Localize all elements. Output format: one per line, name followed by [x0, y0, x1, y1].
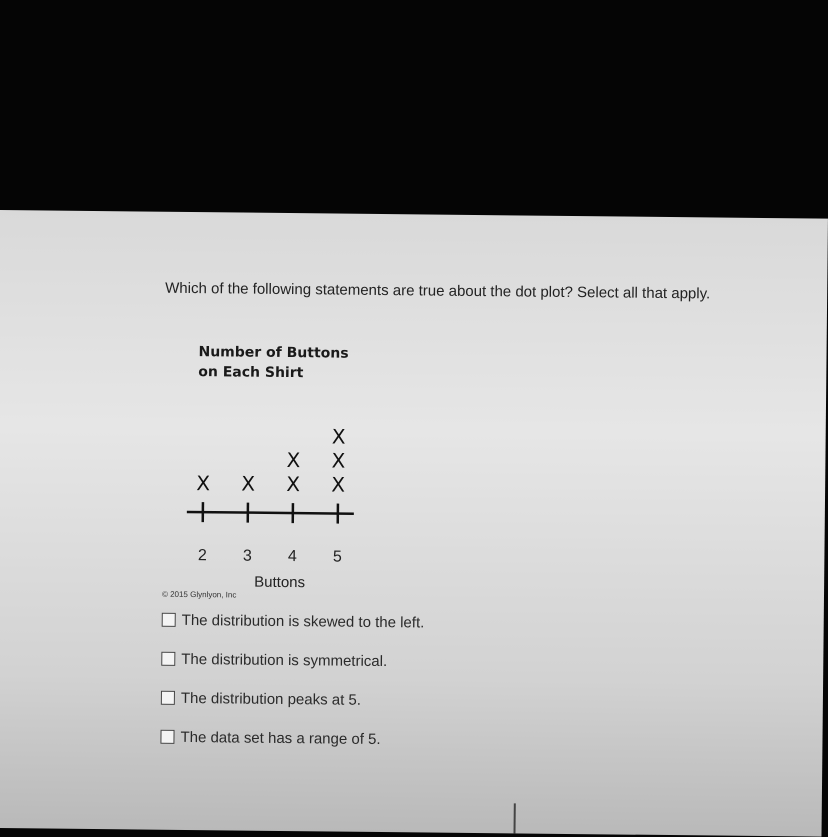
quiz-screen — [0, 210, 828, 837]
option-label: The data set has a range of 5. — [180, 728, 380, 747]
option-skewed-left[interactable] — [162, 610, 762, 636]
tick-label: 4 — [288, 548, 297, 565]
option-range-of-5[interactable] — [160, 727, 760, 753]
number-line — [187, 512, 354, 514]
data-mark-x: X — [241, 472, 255, 496]
option-peaks-at-5[interactable] — [161, 688, 761, 714]
data-mark-x: X — [196, 471, 210, 495]
data-mark-x: X — [331, 472, 345, 496]
option-label: The distribution is symmetrical. — [181, 650, 387, 669]
data-mark-x: X — [331, 448, 345, 472]
option-label: The distribution peaks at 5. — [181, 689, 361, 708]
data-mark-x: X — [332, 424, 346, 448]
plot-title-line-2: on Each Shirt — [198, 362, 348, 384]
option-symmetrical[interactable] — [161, 649, 761, 675]
checkbox[interactable] — [162, 613, 176, 627]
plot-title-line-1: Number of Buttons — [198, 342, 348, 364]
question-text: Which of the following statements are true about the dot plot? Select all that apply. — [165, 280, 815, 304]
copyright-text: © 2015 Glynlyon, Inc — [162, 590, 236, 600]
option-label: The distribution is skewed to the left. — [182, 611, 425, 631]
data-mark-x: X — [286, 448, 300, 472]
dot-plot — [176, 392, 368, 574]
x-axis-label: Buttons — [254, 574, 305, 592]
text-cursor — [513, 803, 515, 833]
tick-label: 2 — [198, 547, 207, 564]
checkbox[interactable] — [161, 691, 175, 705]
tick-label: 3 — [243, 548, 252, 565]
data-mark-x: X — [286, 472, 300, 496]
checkbox[interactable] — [160, 730, 174, 744]
plot-title — [198, 342, 349, 384]
tick-label: 5 — [333, 549, 342, 566]
answer-options — [160, 610, 762, 772]
checkbox[interactable] — [161, 652, 175, 666]
